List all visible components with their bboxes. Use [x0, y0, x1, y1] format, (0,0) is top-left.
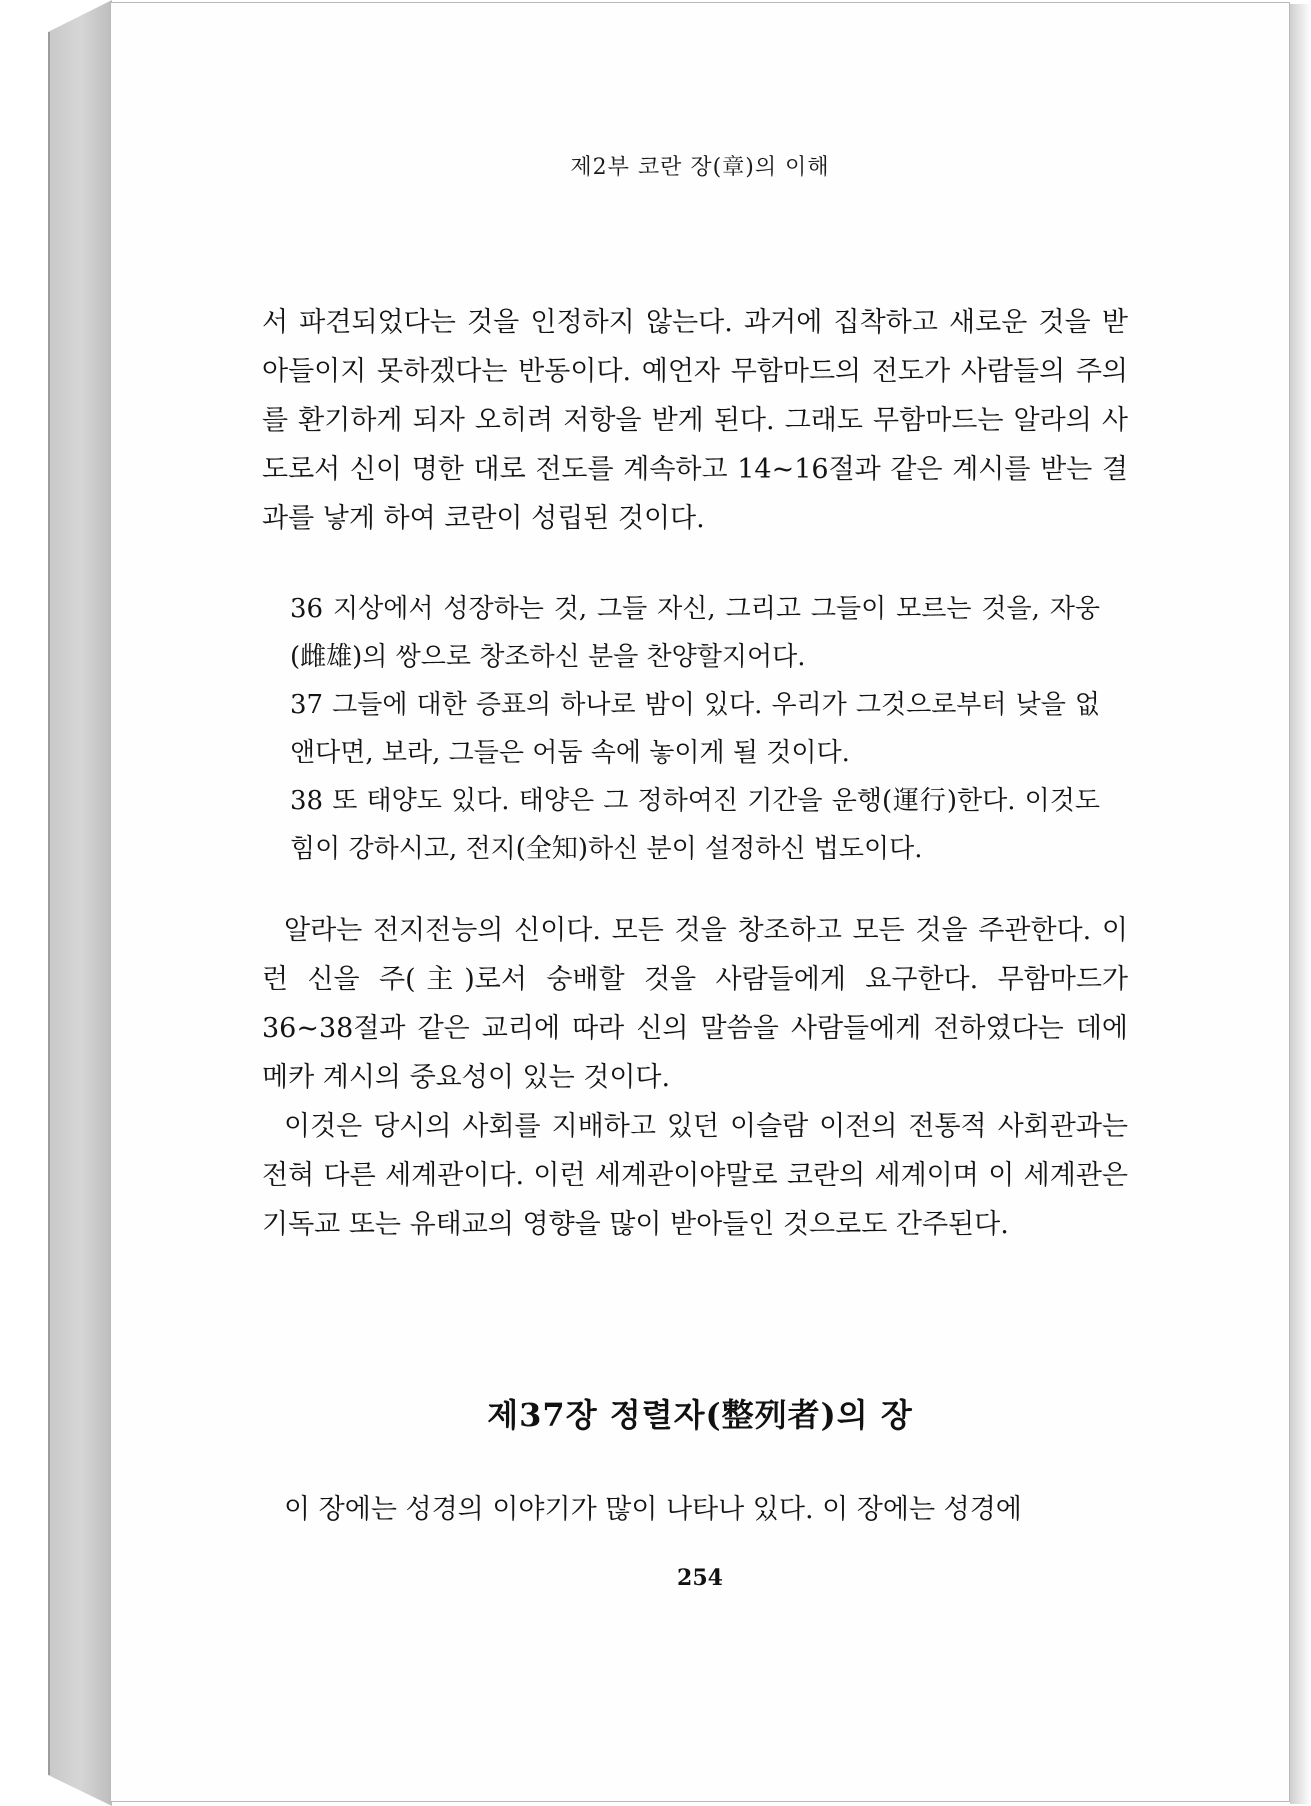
paragraph-2: 알라는 전지전능의 신이다. 모든 것을 창조하고 모든 것을 주관한다. 이런 신을 주(主)로서 숭배할 것을 사람들에게 요구한다. 무함마드가 36~38절과 같은 교리에 따라 신의 말씀을 사람들에게 전하였다는 데에 메카 계시의 중요성이 있는 것이다.	[262, 915, 1128, 1093]
book-spine	[48, 0, 112, 1806]
paragraph-2-block	[262, 906, 1128, 1249]
page-number: 254	[677, 1565, 723, 1591]
verse-38: 38 또 태양도 있다. 태양은 그 정하여진 기간을 운행(運行)한다. 이것도 힘이 강하시고, 전지(全知)하신 분이 설정하신 법도이다.	[290, 786, 1100, 864]
verse-37: 37 그들에 대한 증표의 하나로 밤이 있다. 우리가 그것으로부터 낮을 없앤다면, 보라, 그들은 어둠 속에 놓이게 될 것이다.	[290, 690, 1100, 768]
paragraph-1: 서 파견되었다는 것을 인정하지 않는다. 과거에 집착하고 새로운 것을 받아들이지 못하겠다는 반동이다. 예언자 무함마드의 전도가 사람들의 주의를 환기하게 되자 오히려 저항을 받게 된다. 그래도 무함마드는 알라의 사도로서 신이 명한 대로 전도를 계속하고 14~16절과 같은 계시를 받는 결과를 낳게 하여 코란이 성립된 것이다.	[262, 307, 1128, 534]
paragraph-4: 이 장에는 성경의 이야기가 많이 나타나 있다. 이 장에는 성경에	[284, 1494, 1022, 1525]
verse-36: 36 지상에서 성장하는 것, 그들 자신, 그리고 그들이 모르는 것을, 자웅(雌雄)의 쌍으로 창조하신 분을 찬양할지어다.	[290, 594, 1100, 672]
chapter-title: 제37장 정렬자(整列者)의 장	[487, 1396, 913, 1434]
paragraph-4-block	[262, 1485, 1128, 1534]
paragraph-1-block	[262, 298, 1128, 543]
verses-block	[290, 585, 1100, 873]
page-shadow	[1290, 4, 1311, 1804]
spine-edge	[48, 32, 50, 1775]
paragraph-3: 이것은 당시의 사회를 지배하고 있던 이슬람 이전의 전통적 사회관과는 전혀 다른 세계관이다. 이런 세계관이야말로 코란의 세계이며 이 세계관은 기독교 또는 유태교의 영향을 많이 받아들인 것으로도 간주된다.	[262, 1111, 1128, 1240]
running-head: 제2부 코란 장(章)의 이해	[570, 155, 830, 180]
